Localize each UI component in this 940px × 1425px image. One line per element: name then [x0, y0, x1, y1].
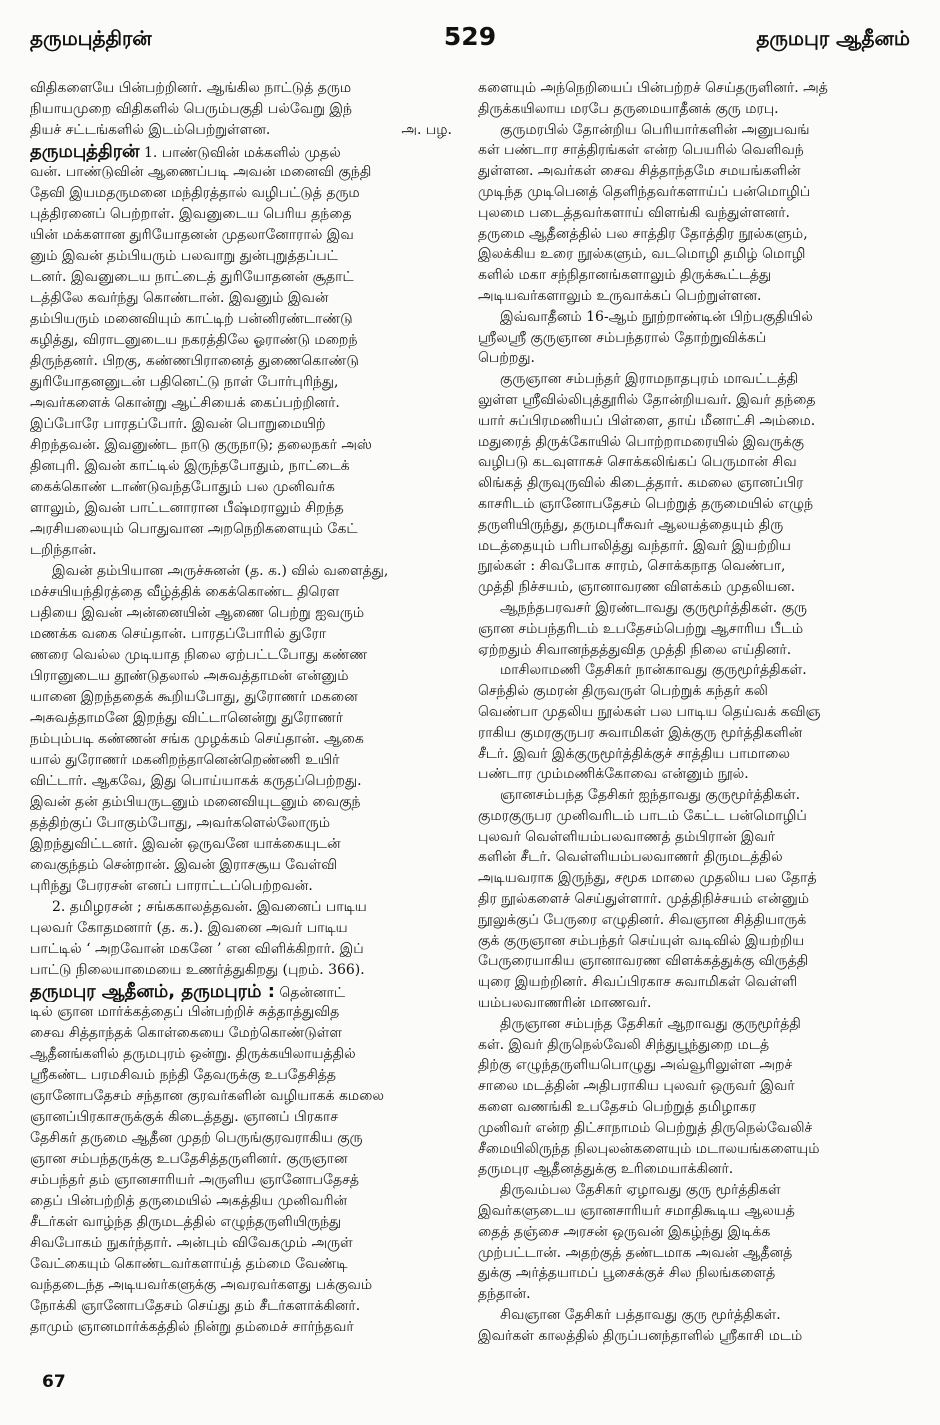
- line-text: திருஞான சம்பந்த தேசிகர் ஆறாவது குருமூர்த்தி: [500, 1015, 801, 1032]
- text-line: [478, 1284, 912, 1305]
- line-text: முனிவர் என்ற திட்சாநாமம் பெற்றுத் திருநெல்வேலிச்: [478, 1119, 813, 1136]
- line-text: குருஞான சம்பந்தர் இராமநாதபுரம் மாவட்டத்தி: [500, 371, 799, 388]
- text-line: [478, 889, 912, 910]
- text-line: [30, 687, 466, 708]
- text-line: [478, 847, 912, 868]
- line-text: நம்பும்படி கண்ணன் சங்க முழக்கம் செய்தான். ஆகை: [30, 731, 364, 747]
- text-line: [478, 224, 912, 245]
- paragraph: [478, 307, 912, 369]
- line-text: தாமும் ஞானமார்க்கத்தில் நின்று தம்மைச் சார்ந்தவர்: [30, 1319, 354, 1335]
- line-text: இவர்கள் காலத்தில் திருப்பனந்தாளில் ஸ்ரீகாசி மடம்: [478, 1327, 803, 1344]
- line-text: வைகுந்தம் சென்றான். இவன் இராசசூய வேள்வி: [30, 857, 338, 873]
- entry-paragraph: [30, 981, 466, 1338]
- text-line: [30, 729, 466, 750]
- line-text: கைக்கொண் டாண்டுவந்தபோதும் பல முனிவர்க: [30, 479, 335, 495]
- line-text: ஞான சம்பந்தரிடம் உபதேசம்பெற்று ஆசாரிய பீடம்: [478, 620, 804, 637]
- text-line: [478, 1305, 912, 1326]
- line-text: இவன் தன் தம்பியருடனும் மனைவியுடனும் வைகுந்: [30, 794, 361, 810]
- text-line: [30, 708, 466, 729]
- line-text: புரிந்து பேரரசன் எனப் பாராட்டப்பெற்றவன்.: [30, 878, 313, 894]
- running-head-left: தருமபுத்திரன்: [30, 26, 152, 50]
- entry-headword: தருமபுர ஆதீனம், தருமபுரம் :: [30, 981, 275, 1002]
- text-line: [30, 939, 466, 960]
- line-text: ஞானசம்பந்த தேசிகர் ஐந்தாவது குருமூர்த்திகள்.: [500, 787, 801, 804]
- line-text: துக்கு அர்த்தயாமப் பூசைக்குச் சில நிலங்களைத்: [478, 1265, 776, 1282]
- line-text: விட்டார். ஆகவே, இது பொய்யாகக் கருதப்பெற்றது.: [30, 773, 362, 789]
- line-text: அடியவர்களாலும் உருவாக்கப் பெற்றுள்ளன.: [478, 287, 762, 304]
- text-line: [30, 792, 466, 813]
- text-line: [478, 473, 912, 494]
- text-line: [30, 666, 466, 687]
- text-line: [478, 577, 912, 598]
- line-text: சிவபோகம் நுகர்ந்தார். அன்பும் விவேகமும் அருள்: [30, 1235, 353, 1251]
- text-line: [478, 660, 912, 681]
- paragraph: [478, 660, 912, 785]
- paragraph: [30, 561, 466, 897]
- line-text: ஏற்றதும் சிவானந்தத்துவித முத்தி நிலை எய்தினர்.: [478, 641, 792, 658]
- line-text: முத்தி நிச்சயம், ஞானாவரண விளக்கம் முதலியன.: [478, 579, 796, 596]
- text-line: [30, 393, 466, 414]
- line-text: 1. பாண்டுவின் மக்களில் முதல்: [139, 145, 341, 161]
- line-text: தத்திற்குப் போகும்போது, அவர்களெல்லோரும்: [30, 815, 330, 831]
- text-line: [30, 981, 466, 1002]
- line-text: திற்கு எழுந்தருளியபொழுது அவ்வூரிலுள்ள அறச்: [478, 1057, 793, 1074]
- text-line: [478, 1014, 912, 1035]
- line-text: லுள்ள ஸ்ரீவில்லிபுத்தூரில் தோன்றியவர். இவர் தந்தை: [478, 391, 816, 408]
- line-text: டறிந்தான்.: [30, 542, 97, 558]
- paragraph: [30, 78, 466, 141]
- line-text: காசரிடம் ஞானோபதேசம் பெற்றுத் தருமையில் எழுந்: [478, 495, 814, 512]
- text-line: [478, 827, 912, 848]
- line-text: மணக்க வகை செய்தான். பாரதப்போரில் துரோ: [30, 626, 327, 642]
- text-line: [478, 951, 912, 972]
- line-text: வெண்பா முதலிய நூல்கள் பல பாடிய தெய்வக் கவிஞ: [478, 703, 821, 720]
- line-text: சைவ சித்தாந்தக் கொள்கையை மேற்கொண்டுள்ள: [30, 1025, 343, 1041]
- text-line: [30, 1044, 466, 1065]
- line-text: அடியவராக இருந்து, சமூக மாலை முதலிய பல தோத்: [478, 870, 817, 887]
- text-line: [478, 1118, 912, 1139]
- text-line: [478, 1159, 912, 1180]
- text-line: [30, 1233, 466, 1254]
- text-line: [30, 1149, 466, 1170]
- text-line: [30, 141, 466, 162]
- line-text: தென்னாட்: [274, 985, 345, 1001]
- line-text: ணரை வெல்ல முடியாத நிலை ஏற்பட்டபோது கண்ண: [30, 647, 368, 663]
- line-text: தருமபுர ஆதீனத்துக்கு உரிமையாக்கினர்.: [478, 1161, 734, 1178]
- line-text: முடிந்த முடிபெனத் தெளிந்தவர்களாய்ப் பன்மொழிப்: [478, 183, 811, 200]
- text-line: [30, 561, 466, 582]
- line-text: மதுரைத் திருக்கோயில் பொற்றாமரையில் இவருக்கு: [478, 433, 804, 450]
- text-line: [478, 1035, 912, 1056]
- line-text: இப்போரே பாரதப்போர். இவன் பொறுமையிற்: [30, 416, 326, 432]
- running-head-right: தருமபுர ஆதீனம்: [756, 26, 910, 50]
- line-text: மச்சயியந்திரத்தை வீழ்த்திக் கைக்கொண்ட திரௌ: [30, 584, 340, 600]
- line-text: திர நூல்களைச் செய்துள்ளார். முத்திநிச்சயம் என்னும்: [478, 891, 810, 908]
- text-line: [478, 390, 912, 411]
- line-text: சிறந்தவன். இவனுண்ட நாடு குருநாடு; தலைநகர் அஸ்: [30, 437, 372, 453]
- line-text: தியச் சட்டங்களில் இடம்பெற்றுள்ளன.: [30, 122, 271, 138]
- line-text: நூல்கள் : சிவபோக சாரம், சொக்கநாத வெண்பா,: [478, 558, 786, 575]
- line-text: இறந்துவிட்டனர். இவன் ஒருவனே யாக்கையுடன்: [30, 836, 341, 852]
- text-line: [30, 204, 466, 225]
- text-line: [30, 1212, 466, 1233]
- line-text: ஞானப்பிரகாசருக்குக் கிடைத்தது. ஞானப் பிரகாச: [30, 1109, 339, 1125]
- line-text: களையும் அந்நெறியைப் பின்பற்றச் செய்தருளினர். அத்: [478, 80, 828, 96]
- text-line: [478, 515, 912, 536]
- text-line: [30, 183, 466, 204]
- text-line: [478, 681, 912, 702]
- right-text-column: [478, 78, 912, 1353]
- line-text: கழித்து, விராடனுடைய நகரத்திலே ஓராண்டு மறைந்: [30, 332, 358, 348]
- line-text: இவ்வாதீனம் 16-ஆம் நூற்றாண்டின் பிற்பகுதியில்: [500, 308, 813, 325]
- text-line: [30, 624, 466, 645]
- line-text: பாட்டில் ‘ அறவோன் மகனே ’ என விளிக்கிறார். இப்: [30, 941, 364, 957]
- text-line: [478, 910, 912, 931]
- line-text: துள்ளன. அவர்கள் சைவ சித்தாந்தமே சமயங்களின்: [478, 163, 801, 180]
- line-text: யுரை இயற்றினர். சிவப்பிரகாச சுவாமிகள் வெள்ளி: [478, 974, 798, 991]
- line-text: பாட்டு நிலையாமையை உணர்த்துகிறது (புறம். 366).: [30, 962, 365, 978]
- line-text: தருமை ஆதீனத்தில் பல சாத்திர தோத்திர நூல்களும்,: [478, 225, 808, 242]
- paragraph: [478, 369, 912, 598]
- line-text: சீடர்கள் வாழ்ந்த திருமடத்தில் எழுந்தருளியிருந்து: [30, 1214, 342, 1230]
- line-text: டத்திலே கவர்ந்து கொண்டான். இவனும் இவன்: [30, 290, 329, 306]
- line-text: சம்பந்தர் தம் ஞானசாரியர் அருளிய ஞானோபதேசத்: [30, 1172, 359, 1188]
- line-text: ஸ்ரீகண்ட பரமசிவம் நந்தி தேவருக்கு உபதேசித்த: [30, 1067, 337, 1083]
- line-text: முற்பட்டான். அதற்குத் தண்டமாக அவன் ஆதீனத்: [478, 1244, 793, 1261]
- page-number: 529: [443, 22, 497, 51]
- line-text: ஸ்ரீலஸ்ரீ குருஞான சம்பந்தரால் தோற்றுவிக்கப்: [478, 329, 767, 346]
- text-line: [478, 806, 912, 827]
- line-text: பேருரையாகிய ஞானாவரண விளக்கத்துக்கு விருத்தி: [478, 953, 809, 970]
- line-text: வன். பாண்டுவின் ஆணைப்படி அவன் மனைவி குந்தி: [30, 164, 372, 180]
- text-line: [478, 307, 912, 328]
- text-line: [30, 498, 466, 519]
- paragraph: [478, 1014, 912, 1180]
- text-line: [30, 855, 466, 876]
- line-text: ஞான சம்பந்தருக்கு உபதேசித்தருளினர். குருஞான: [30, 1151, 348, 1167]
- text-line: [478, 1201, 912, 1222]
- text-line: [30, 645, 466, 666]
- text-line: [478, 1055, 912, 1076]
- text-line: [478, 1243, 912, 1264]
- line-text: புலவர் கோதமனார் (த. க.). இவனை அவர் பாடிய: [30, 920, 348, 936]
- line-text: பண்டார மும்மணிக்கோவை என்னும் நூல்.: [478, 766, 749, 783]
- paragraph: [478, 1305, 912, 1347]
- text-line: [30, 918, 466, 939]
- text-line: [478, 120, 912, 141]
- line-text: ஆதீனங்களில் தருமபுரம் ஒன்று. திருக்கயிலாயத்தில்: [30, 1046, 356, 1062]
- text-line: [30, 1275, 466, 1296]
- text-line: [30, 771, 466, 792]
- text-line: [478, 619, 912, 640]
- line-text: புலமை படைத்தவர்களாய் விளங்கி வந்துள்ளனர்.: [478, 204, 790, 221]
- text-line: [478, 993, 912, 1014]
- text-line: [30, 1317, 466, 1338]
- text-line: [478, 1180, 912, 1201]
- text-line: [30, 351, 466, 372]
- text-line: [478, 99, 912, 120]
- text-line: [30, 456, 466, 477]
- line-text: திருவம்பல தேசிகர் ஏழாவது குரு மூர்த்திகள்: [500, 1182, 781, 1199]
- line-text: புலவர் வெள்ளியம்பலவாணத் தம்பிரான் இவர்: [478, 828, 776, 845]
- line-text: பிரானுடைய தூண்டுதலால் அசுவத்தாமன் என்னும்: [30, 668, 349, 684]
- line-text: ராகிய குமரகுருபர சுவாமிகள் இக்குரு மூர்த்திகளின்: [478, 724, 803, 741]
- line-text: குக் குருஞான சம்பந்தர் செய்யுள் வடிவில் இயற்றிய: [478, 932, 805, 949]
- text-line: [30, 288, 466, 309]
- line-text: துரியோதனனுடன் பதினெட்டு நாள் போர்புரிந்து,: [30, 374, 339, 390]
- text-line: [478, 1326, 912, 1347]
- text-line: [30, 1128, 466, 1149]
- text-line: [30, 1086, 466, 1107]
- line-text: யார் சுப்பிரமணியப் பிள்ளை, தாய் மீனாட்சி அம்மை.: [478, 412, 816, 429]
- line-text: திருக்கயிலாய மரபே தருமையாதீனக் குரு மரபு.: [478, 100, 779, 117]
- line-text: தேசிகர் தருமை ஆதீன முதற் பெருங்குரவராகிய குரு: [30, 1130, 363, 1146]
- text-line: [478, 78, 912, 99]
- text-line: [478, 140, 912, 161]
- line-text: இலக்கிய உரை நூல்களும், வடமொழி தமிழ் மொழி: [478, 246, 806, 263]
- text-line: [478, 536, 912, 557]
- text-line: [30, 1023, 466, 1044]
- line-text: தருளியிருந்து, தருமபுரீசுவர் ஆலயத்தையும் திரு: [478, 516, 784, 533]
- sheet-number: 67: [42, 1372, 66, 1392]
- line-text: சாலை மடத்தின் அதிபராகிய புலவர் ஒருவர் இவர்: [478, 1078, 795, 1095]
- line-text: யம்பலவாணரின் மாணவர்.: [478, 995, 652, 1012]
- text-line: [30, 1002, 466, 1023]
- text-line: [478, 1263, 912, 1284]
- text-line: [30, 1107, 466, 1128]
- text-line: [478, 640, 912, 661]
- text-line: [30, 120, 466, 141]
- line-text: நியாயமுறை விதிகளில் பெரும்பகுதி பல்வேறு இந்: [30, 101, 352, 117]
- line-text: அவர்களைக் கொன்று ஆட்சியைக் கைப்பற்றினர்.: [30, 395, 340, 411]
- text-line: [30, 897, 466, 918]
- text-line: [30, 519, 466, 540]
- line-text: அசுவத்தாமனே இறந்து விட்டானென்று துரோணர்: [30, 710, 344, 726]
- text-line: [30, 834, 466, 855]
- line-text: பெற்றது.: [478, 350, 535, 367]
- paragraph: [30, 897, 466, 981]
- line-text: டனர். இவனுடைய நாட்டைத் துரியோதனன் சூதாட்: [30, 269, 354, 285]
- line-text: மடத்தையும் பரிபாலித்து வந்தார். இவர் இயற்றிய: [478, 537, 791, 554]
- text-line: [478, 1097, 912, 1118]
- line-text: 2. தமிழரசன் ; சங்ககாலத்தவன். இவனைப் பாடிய: [52, 899, 367, 915]
- paragraph: [478, 78, 912, 120]
- text-line: [30, 960, 466, 981]
- text-line: [478, 1222, 912, 1243]
- line-text: நூலுக்குப் பேருரை எழுதினர். சிவஞான சித்தியாருக்: [478, 911, 807, 928]
- text-line: [478, 161, 912, 182]
- text-line: [478, 556, 912, 577]
- text-line: [30, 1254, 466, 1275]
- line-text: ளாலும், இவன் பாட்டனாரான பீஷ்மராலும் சிறந்த: [30, 500, 344, 516]
- line-text: சீடர். இவர் இக்குருமூர்த்திக்குச் சாத்திய பாமாலை: [478, 745, 791, 762]
- line-text: களில் மகா சந்நிதானங்களாலும் திருக்கூட்டத்து: [478, 267, 772, 284]
- line-text: னும் இவன் தம்பியரும் பலவாறு துன்புறுத்தப்பட்: [30, 248, 338, 264]
- text-line: [30, 78, 466, 99]
- paragraph: [478, 120, 912, 307]
- line-text: லிங்கத் திருவுருவில் கிடைத்தார். கமலை ஞானப்பிர: [478, 475, 804, 492]
- text-line: [478, 744, 912, 765]
- paragraph: [478, 1180, 912, 1305]
- line-text: நோக்கி ஞானோபதேசம் செய்து தம் சீடர்களாக்கினர்.: [30, 1298, 361, 1314]
- line-text: யின் மக்களான துரியோதனன் முதலானோரால் இவ: [30, 227, 354, 243]
- line-text: அரசியலையும் பொதுவான அறநெறிகளையும் கேட்: [30, 521, 358, 537]
- text-line: [478, 411, 912, 432]
- text-line: [478, 182, 912, 203]
- text-line: [30, 1170, 466, 1191]
- text-line: [478, 432, 912, 453]
- text-line: [30, 435, 466, 456]
- line-text: தேவி இயமதருமனை மந்திரத்தால் வழிபட்டுத் தரும: [30, 185, 360, 201]
- text-line: [30, 603, 466, 624]
- line-text: இவர்களுடைய ஞானசாரியர் சமாதிகூடிய ஆலயத்: [478, 1203, 795, 1220]
- line-text: களின் சீடர். வெள்ளியம்பலவாணர் திருமடத்தில்: [478, 849, 783, 866]
- line-text: குமரகுருபர முனிவரிடம் பாடம் கேட்ட பன்மொழிப்: [478, 807, 807, 824]
- text-line: [30, 582, 466, 603]
- text-line: [478, 1076, 912, 1097]
- line-text: தினபுரி. இவன் காட்டில் இருந்தபோதும், நாட்டைக்: [30, 458, 350, 474]
- line-text: கள். இவர் திருநெல்வேலி சிந்துபூந்துறை மடத்: [478, 1036, 770, 1053]
- paragraph: [478, 598, 912, 660]
- left-text-column: [30, 78, 466, 1353]
- text-line: [30, 225, 466, 246]
- line-text: விதிகளையே பின்பற்றினர். ஆங்கில நாட்டுத் தரும: [30, 80, 352, 96]
- line-text: மாசிலாமணி தேசிகர் நான்காவது குருமூர்த்திகள்.: [500, 662, 807, 679]
- author-signature: அ. பழ.: [401, 122, 452, 138]
- text-line: [478, 972, 912, 993]
- line-text: சீமையிலிருந்த நிலபுலன்களையும் மடாலயங்களையும்: [478, 1140, 820, 1157]
- text-line: [30, 162, 466, 183]
- text-line: [478, 369, 912, 390]
- text-line: [30, 246, 466, 267]
- text-line: [478, 348, 912, 369]
- line-text: தைப் பின்பற்றித் தருமையில் அகத்திய முனிவரின்: [30, 1193, 348, 1209]
- text-line: [30, 414, 466, 435]
- line-text: திருந்தனர். பிறகு, கண்ணபிரானைத் துணைகொண்டு: [30, 353, 359, 369]
- line-text: களை வணங்கி உபதேசம் பெற்றுத் தமிழாகர: [478, 1099, 757, 1116]
- line-text: ஆநந்தபரவசர் இரண்டாவது குருமூர்த்திகள். குரு: [500, 599, 808, 616]
- line-text: ஞானோபதேசம் சந்தான குரவர்களின் வழியாகக் கமலை: [30, 1088, 385, 1104]
- text-line: [478, 785, 912, 806]
- line-text: தைத் தஞ்சை அரசன் ஒருவன் இகழ்ந்து இடிக்க: [478, 1223, 771, 1240]
- text-line: [478, 702, 912, 723]
- text-line: [478, 598, 912, 619]
- line-text: தந்தான்.: [478, 1286, 531, 1303]
- line-text: வழிபடு கடவுளாகச் சொக்கலிங்கப் பெருமான் சிவ: [478, 454, 797, 471]
- line-text: குருமரபில் தோன்றிய பெரியார்களின் அனுபவங்: [500, 121, 810, 138]
- line-text: சிவஞான தேசிகர் பத்தாவது குரு மூர்த்திகள்.: [500, 1307, 781, 1324]
- entry-headword: தருமபுத்திரன்: [30, 141, 140, 162]
- line-text: தம்பியரும் மனைவியும் காட்டிற் பன்னிரண்டாண்டு: [30, 311, 353, 327]
- text-line: [30, 1296, 466, 1317]
- text-line: [478, 286, 912, 307]
- text-line: [478, 868, 912, 889]
- line-text: வேட்கையும் கொண்டவர்களாய்த் தம்மை வேண்டி: [30, 1256, 348, 1272]
- line-text: யால் துரோணர் மகனிறந்தானென்றெண்ணி உயிர்: [30, 752, 340, 768]
- text-line: [478, 764, 912, 785]
- text-line: [478, 203, 912, 224]
- line-text: யானை இறந்ததைக் கூறியபோது, துரோணர் மகனை: [30, 689, 358, 705]
- text-line: [30, 540, 466, 561]
- text-line: [30, 477, 466, 498]
- line-text: வந்தடைந்த அடியவர்களுக்கு அவரவர்களது பக்குவம்: [30, 1277, 373, 1293]
- text-line: [30, 1191, 466, 1212]
- text-line: [30, 372, 466, 393]
- text-line: [478, 723, 912, 744]
- text-line: [30, 330, 466, 351]
- text-line: [478, 494, 912, 515]
- line-text: புத்திரனைப் பெற்றாள். இவனுடைய பெரிய தந்தை: [30, 206, 352, 222]
- paragraph: [478, 785, 912, 1014]
- text-line: [478, 452, 912, 473]
- text-line: [30, 99, 466, 120]
- text-line: [478, 1139, 912, 1160]
- text-line: [478, 328, 912, 349]
- line-text: இவன் தம்பியான அருச்சுனன் (த. க.) வில் வளைத்து,: [52, 563, 389, 579]
- text-line: [478, 244, 912, 265]
- text-line: [30, 813, 466, 834]
- line-text: செந்தில் குமரன் திருவருள் பெற்றுக் கந்தர் கலி: [478, 683, 768, 700]
- line-text: டில் ஞான மார்க்கத்தைப் பின்பற்றிச் சுத்தாத்துவித: [30, 1004, 340, 1020]
- text-line: [30, 876, 466, 897]
- text-line: [30, 267, 466, 288]
- text-line: [478, 265, 912, 286]
- text-line: [478, 931, 912, 952]
- text-line: [30, 750, 466, 771]
- line-text: பதியை இவன் அன்னையின் ஆணை பெற்று ஐவரும்: [30, 605, 365, 621]
- text-line: [30, 309, 466, 330]
- line-text: கள் பண்டார சாத்திரங்கள் என்ற பெயரில் வெளிவந்: [478, 142, 804, 159]
- text-line: [30, 1065, 466, 1086]
- entry-paragraph: [30, 141, 466, 561]
